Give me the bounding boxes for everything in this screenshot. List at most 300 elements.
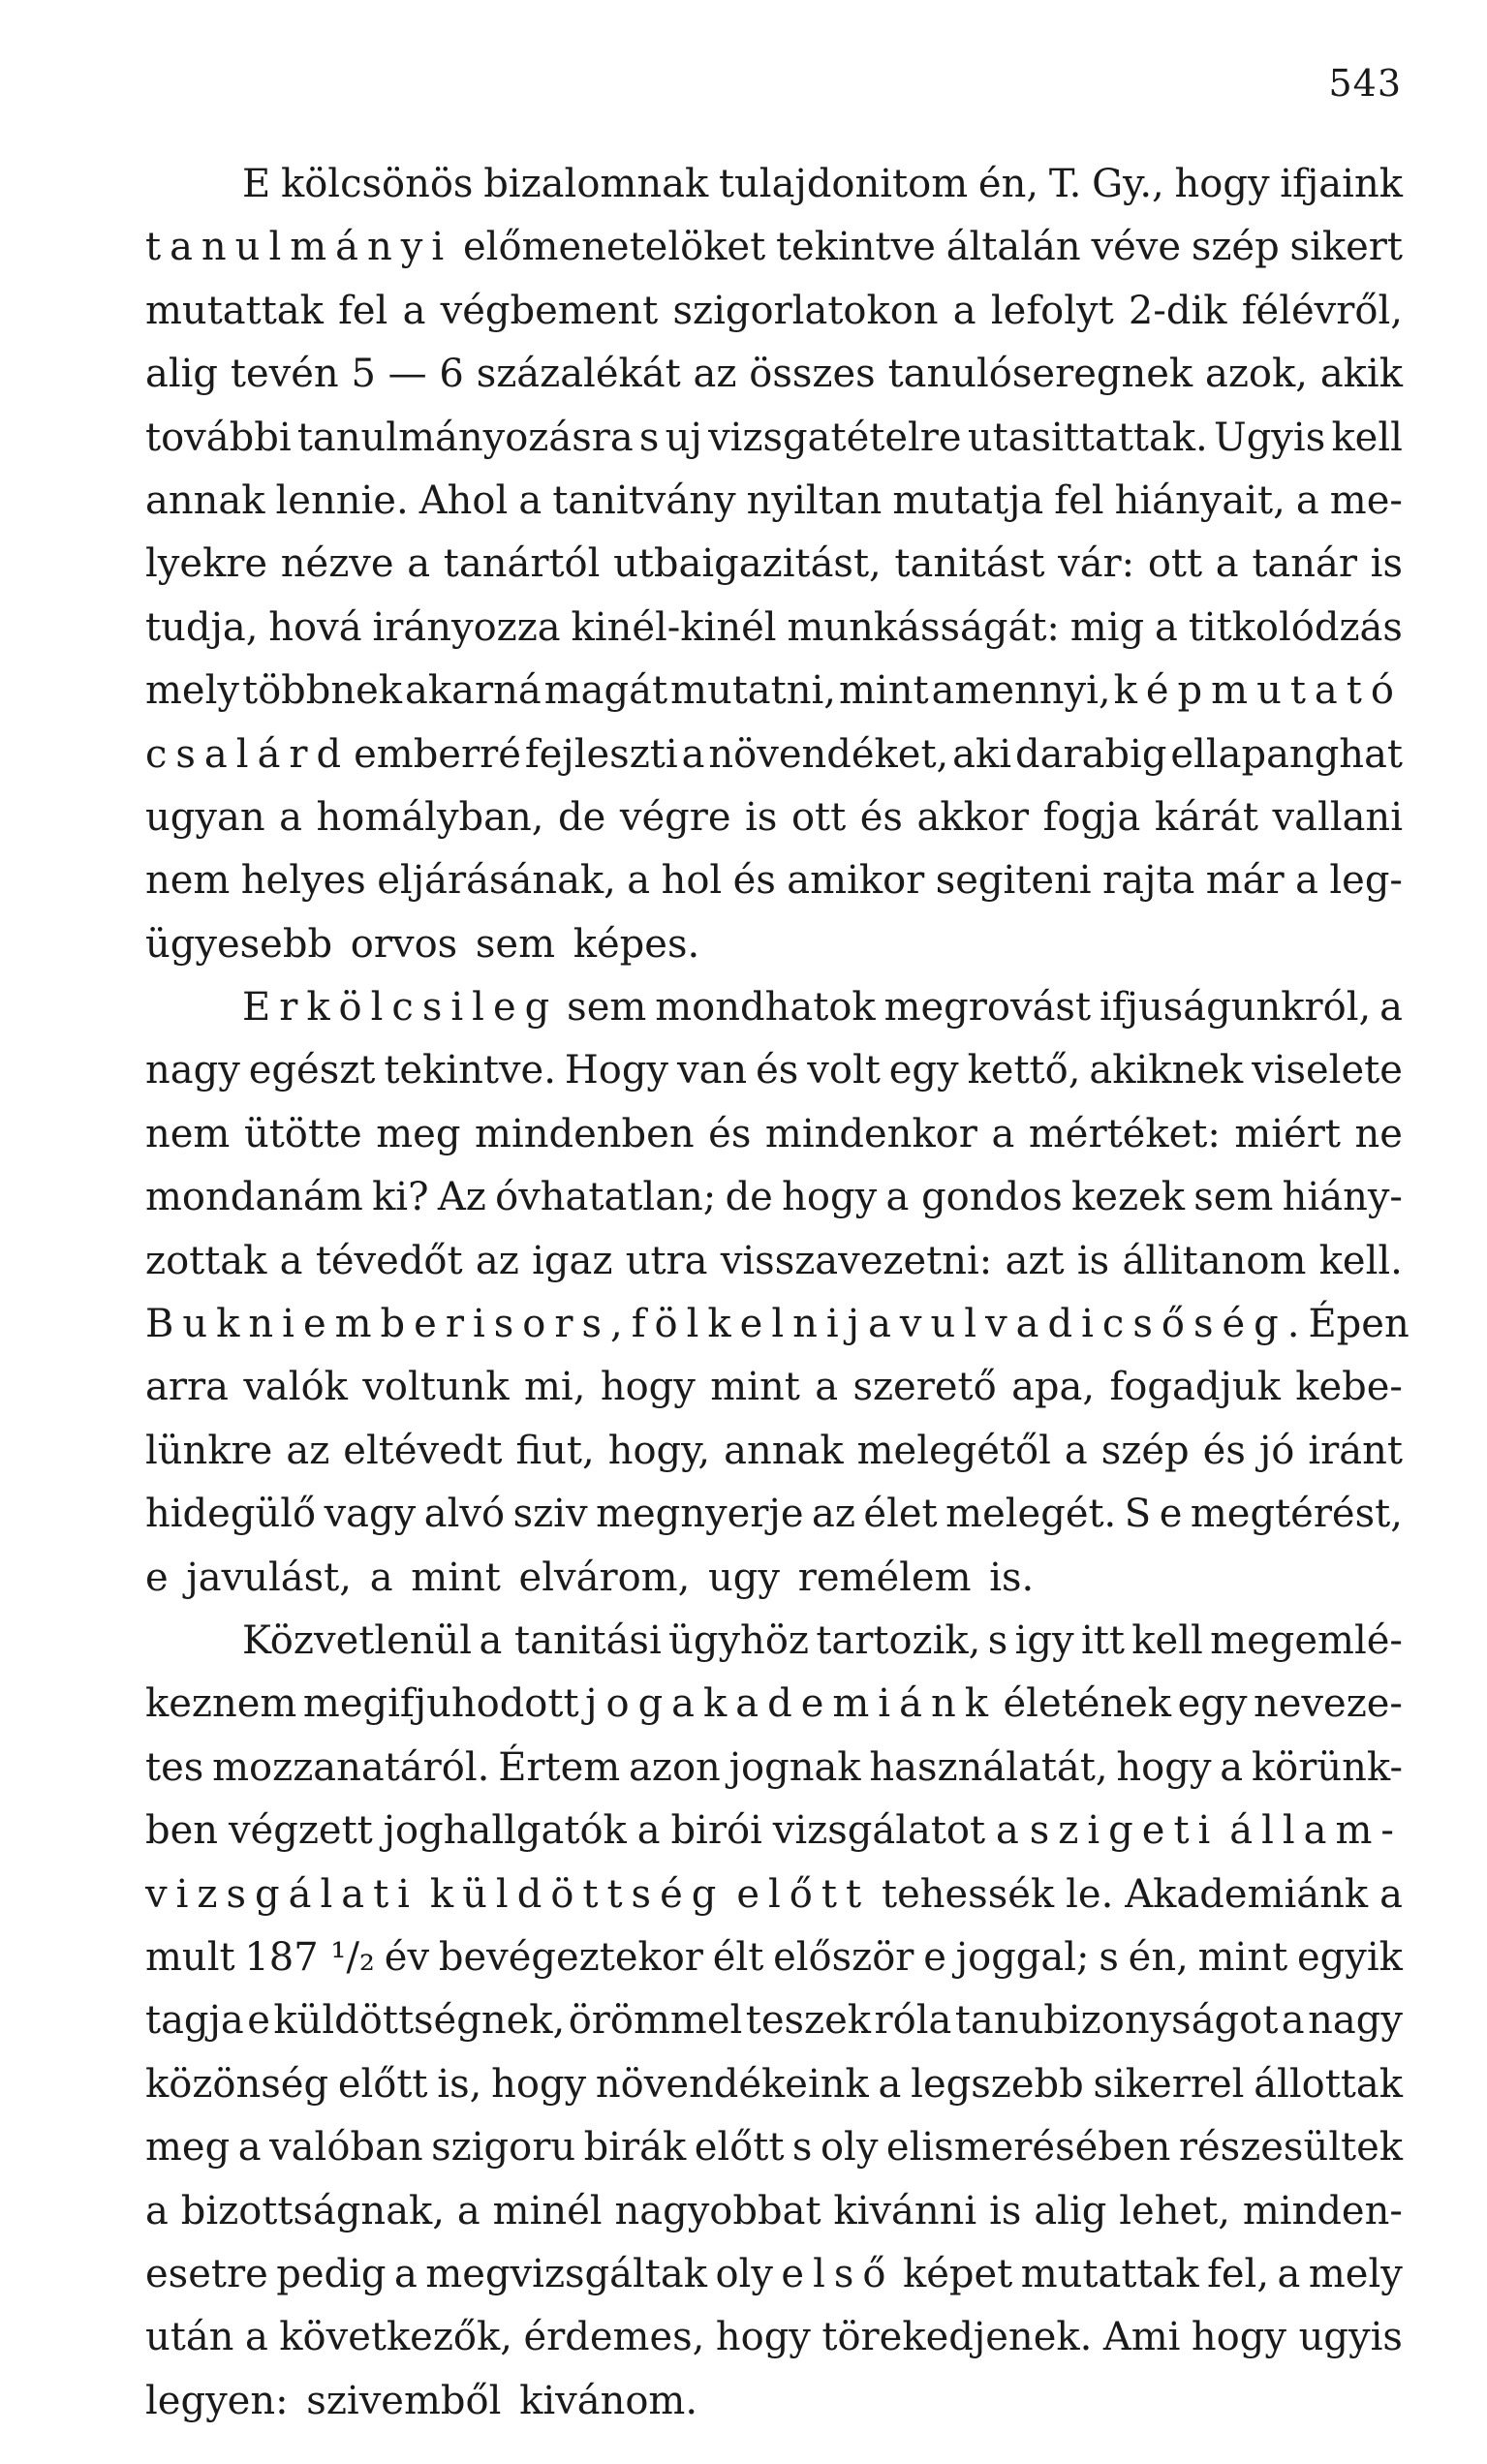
word: fel, <box>1207 2251 1270 2296</box>
word: tehessék <box>882 1871 1055 1917</box>
text-line <box>145 1926 1403 1989</box>
word: után <box>145 2315 234 2360</box>
spaced-emphasis-word: előtt <box>736 1871 871 1917</box>
word: lennie. <box>275 477 409 523</box>
word: ott <box>790 794 847 840</box>
word: igaz <box>532 1238 613 1283</box>
word: de <box>725 1175 773 1220</box>
word: S <box>1124 1492 1152 1537</box>
word: fejleszti <box>524 731 678 777</box>
word: a <box>636 1808 661 1854</box>
word: mozzanatáról. <box>212 1744 490 1790</box>
word: nem <box>145 858 231 904</box>
word: és <box>732 858 776 904</box>
word: kettő, <box>967 1048 1081 1093</box>
word: tanitást <box>894 541 1045 587</box>
text-line <box>145 849 1403 912</box>
word: ifjaink <box>1280 162 1403 206</box>
word: s <box>791 2125 813 2171</box>
word: eltévedt <box>343 1428 503 1473</box>
word: lehet, <box>1119 2188 1230 2233</box>
word: mint <box>839 668 929 714</box>
word: a gondos <box>885 1175 1063 1220</box>
text-line <box>145 1230 1403 1293</box>
text-line <box>145 1673 1403 1736</box>
word: megifjuhodott <box>302 1681 579 1727</box>
word: általán <box>945 225 1081 270</box>
spaced-emphasis-word: dicsőség. <box>1047 1302 1309 1347</box>
word: rajta <box>1102 858 1195 904</box>
word: visszavezetni: <box>720 1238 993 1283</box>
word: vagy <box>324 1492 417 1537</box>
word: valók <box>243 1365 348 1410</box>
word: magát <box>543 668 668 714</box>
text-line <box>145 407 1403 470</box>
word: mutatja <box>892 477 1044 523</box>
word: 187 ¹/₂ <box>244 1934 375 1980</box>
word: Épen <box>1308 1302 1410 1347</box>
word: a <box>394 2251 418 2296</box>
word: birói <box>670 1808 762 1854</box>
word: mondanám <box>145 1175 363 1220</box>
text-line <box>145 1800 1403 1863</box>
word: annak <box>724 1428 844 1473</box>
word: kezek <box>1071 1175 1185 1220</box>
word: remélem <box>797 1555 972 1600</box>
word: amikor <box>787 858 925 904</box>
word: sziv <box>512 1492 588 1537</box>
spaced-emphasis-word: vizsgálati <box>145 1871 418 1917</box>
word: itt <box>1080 1617 1125 1663</box>
spaced-emphasis-word: sors, <box>493 1302 632 1347</box>
word: Értem <box>498 1744 621 1790</box>
word: én, <box>977 162 1039 206</box>
word: oly <box>820 2125 879 2171</box>
word: küldöttségnek, <box>273 1998 566 2044</box>
word: tanubizonyságot <box>954 1998 1279 2044</box>
word: hogy <box>1116 1744 1212 1790</box>
word: a <box>1295 858 1318 904</box>
word: azt <box>1005 1238 1065 1283</box>
word: megnyerje <box>596 1492 804 1537</box>
word: is <box>745 794 778 840</box>
word: hogy <box>600 1365 696 1410</box>
text-line <box>145 1420 1403 1483</box>
word: melegétől <box>856 1428 1051 1473</box>
word: segiteni <box>935 858 1092 904</box>
word: fiut, <box>515 1428 595 1473</box>
word: minél <box>492 2188 603 2233</box>
word: kell <box>1131 1617 1203 1663</box>
word: állitanom <box>1122 1238 1307 1283</box>
word: nagy <box>145 1048 240 1093</box>
word: tanulmányozásra <box>296 415 634 460</box>
word: végzett <box>228 1808 373 1854</box>
word: fel <box>338 288 388 333</box>
word: kölcsönös <box>280 162 474 206</box>
word: a <box>681 731 705 777</box>
word: a tanitási <box>479 1617 662 1663</box>
word: ott <box>1147 541 1203 587</box>
word: mutattak <box>1020 2251 1199 2296</box>
word: végbement <box>440 288 659 333</box>
word: zottak <box>145 1238 267 1283</box>
word: tartozik, <box>816 1617 981 1663</box>
word: növendéket, <box>708 731 949 777</box>
word: tagja <box>145 1998 244 2044</box>
spaced-emphasis-word: csalárd <box>145 731 351 777</box>
word: szép <box>1100 1428 1190 1473</box>
word: utasittattak. <box>967 415 1208 460</box>
word: is <box>989 2188 1022 2233</box>
word: e <box>247 1998 270 2044</box>
word: a <box>244 2315 268 2360</box>
spaced-emphasis-word: állam- <box>1229 1808 1403 1854</box>
word: Az <box>437 1175 486 1220</box>
word: a <box>407 541 431 587</box>
word: apa, <box>1011 1365 1096 1410</box>
word: többnek <box>242 668 403 714</box>
word: is <box>1370 541 1403 587</box>
word: év <box>384 1934 430 1980</box>
word: ugyan <box>145 794 265 840</box>
text-line <box>145 1356 1403 1419</box>
word: legyen: <box>145 2378 289 2423</box>
word: minden- <box>1242 2188 1403 2233</box>
text-line <box>145 1483 1403 1546</box>
word: mult <box>145 1934 235 1980</box>
word: birák <box>583 2125 687 2171</box>
word: teszek <box>745 1998 872 2044</box>
word: az <box>693 352 737 397</box>
word: vár: <box>1058 541 1135 587</box>
word: növendékeink <box>595 2061 869 2107</box>
text-line <box>145 2180 1403 2243</box>
word: ütötte <box>243 1111 362 1156</box>
word: már <box>1205 858 1285 904</box>
word: vallani <box>1272 794 1403 840</box>
word: összes <box>749 352 876 397</box>
word: amennyi, <box>931 668 1111 714</box>
word: ügyesebb <box>145 921 333 967</box>
word: egy <box>1177 1681 1248 1727</box>
word: a <box>627 858 651 904</box>
word: a <box>369 1555 393 1600</box>
word: először <box>773 1934 914 1980</box>
word: is. <box>989 1555 1035 1600</box>
word: a <box>1064 1428 1088 1473</box>
word: Gy., <box>1092 162 1164 206</box>
word: én, <box>1128 1934 1189 1980</box>
word: óvhatatlan; <box>495 1175 717 1220</box>
word: képes. <box>573 921 700 967</box>
text-line <box>145 2306 1403 2369</box>
spaced-emphasis-word: tanulmányi <box>145 225 453 270</box>
word: pedig <box>276 2251 387 2296</box>
word: mutatni, <box>670 668 836 714</box>
word: életének <box>1003 1681 1172 1727</box>
text-line <box>145 153 1403 216</box>
word: fogadjuk <box>1109 1365 1281 1410</box>
word: keznem <box>145 1681 297 1727</box>
word: uj <box>665 415 702 460</box>
text-line <box>145 216 1403 279</box>
text-line <box>145 1293 1410 1356</box>
word: a <box>1295 477 1319 523</box>
word: közönség <box>145 2061 329 2107</box>
word: szigoru <box>431 2125 576 2171</box>
text-line <box>145 533 1403 596</box>
text-line <box>145 1166 1403 1229</box>
text-line <box>145 2243 1403 2306</box>
word: a <box>1220 1744 1244 1790</box>
word: állottak <box>1254 2061 1403 2107</box>
text-line <box>145 1039 1403 1102</box>
word: róla <box>874 1998 952 2044</box>
word: sem <box>1193 1175 1274 1220</box>
text-line <box>145 1610 1403 1673</box>
word: és <box>1202 1428 1246 1473</box>
word: élt <box>712 1934 764 1980</box>
word: ugy <box>708 1555 780 1600</box>
word: hiányait, <box>1114 477 1286 523</box>
text-line <box>145 786 1403 849</box>
text-line <box>145 1737 1403 1800</box>
word: hidegülő <box>145 1492 317 1537</box>
word: nézve <box>280 541 394 587</box>
word: a <box>996 1808 1019 1854</box>
word: homályban, <box>316 794 544 840</box>
body-text <box>145 153 1410 2433</box>
word: tanár <box>1252 541 1357 587</box>
text-line <box>145 343 1403 406</box>
word: ifjuságunkról, <box>1099 985 1372 1031</box>
word: fel <box>1054 477 1104 523</box>
word: s <box>638 415 660 460</box>
word: megtérést, <box>1190 1492 1403 1537</box>
word: részesültek <box>1178 2125 1403 2171</box>
word: előmenetelöket <box>462 225 766 270</box>
word: oly <box>715 2251 773 2296</box>
word: tanulóseregnek <box>887 352 1193 397</box>
word: vizsgatételre <box>708 415 962 460</box>
word: e <box>145 1555 169 1600</box>
word: az <box>812 1492 855 1537</box>
word: E <box>242 162 271 206</box>
word: ügyhöz <box>668 1617 809 1663</box>
word: titkolódzás <box>1188 604 1403 650</box>
word: meg <box>145 2125 231 2171</box>
word: neveze- <box>1253 1681 1403 1727</box>
word: sem <box>567 985 647 1031</box>
word: viselete <box>1252 1048 1403 1093</box>
word: emberré <box>354 731 521 777</box>
word: örömmel <box>568 1998 743 2044</box>
word: melegét. <box>945 1492 1117 1537</box>
word: megrovást <box>883 985 1092 1031</box>
word: hogy ugyis <box>1191 2315 1403 2360</box>
word: s <box>987 1617 1008 1663</box>
word: hol <box>661 858 723 904</box>
word: Közvetlenül <box>242 1617 473 1663</box>
word: vizsgálatot <box>772 1808 986 1854</box>
word: nyiltan <box>746 477 883 523</box>
text-line <box>145 1863 1403 1926</box>
word: a <box>402 288 426 333</box>
word: hogy, <box>607 1428 711 1473</box>
word: utbaigazitást, <box>613 541 882 587</box>
word: az <box>286 1428 330 1473</box>
word: s <box>1099 1934 1119 1980</box>
word: és <box>859 794 903 840</box>
word: aki <box>952 731 1012 777</box>
text-line <box>145 2370 1403 2433</box>
word: 2-dik <box>1128 288 1227 333</box>
text-line <box>145 1103 1403 1166</box>
word: a <box>237 2125 262 2171</box>
word: hogy <box>782 1175 878 1220</box>
word: Ahol <box>418 477 509 523</box>
word: nagy <box>1308 1998 1403 2044</box>
word: ellapanghat <box>1170 731 1403 777</box>
text-line <box>145 1989 1403 2052</box>
word: megemlé- <box>1210 1617 1403 1663</box>
word: elvárom, <box>518 1555 691 1600</box>
word: azon <box>629 1744 721 1790</box>
word: meg <box>376 1111 461 1156</box>
word: és <box>708 1111 752 1156</box>
word: is, <box>437 2061 482 2107</box>
word: jognak <box>728 1744 861 1790</box>
spaced-emphasis-word: Erkölcsileg <box>242 985 559 1031</box>
word: joggal; <box>955 1934 1090 1980</box>
word: kinél-kinél <box>571 604 777 650</box>
word: mint <box>1197 1934 1288 1980</box>
word: kárát <box>1154 794 1258 840</box>
word: ki? <box>372 1175 429 1220</box>
text-line <box>145 976 1403 1039</box>
word: kell. <box>1318 1238 1403 1283</box>
word: tévedőt <box>315 1238 463 1283</box>
word: hogy <box>715 2315 811 2360</box>
word: következők, <box>279 2315 512 2360</box>
text-line <box>145 660 1403 723</box>
word: javulást, <box>186 1555 352 1600</box>
word: és <box>756 1048 799 1093</box>
word: 5 — 6 <box>351 352 464 397</box>
text-line <box>145 597 1403 660</box>
word: a <box>1154 604 1178 650</box>
word: helyes <box>240 858 366 904</box>
word: volt <box>807 1048 881 1093</box>
word: tanártól <box>443 541 601 587</box>
word: Akademiánk <box>1125 1871 1369 1917</box>
word: előtt <box>337 2061 428 2107</box>
word: valóban <box>269 2125 423 2171</box>
word: a <box>1281 1998 1305 2044</box>
word: mely <box>145 668 239 714</box>
word: sikert <box>1289 225 1403 270</box>
word: a <box>145 2188 169 2233</box>
word: hová <box>268 604 362 650</box>
word: a <box>815 1365 839 1410</box>
word: alvó <box>423 1492 506 1537</box>
word: az <box>475 1238 519 1283</box>
word: kivánni <box>833 2188 977 2233</box>
word: sikerrel <box>1093 2061 1245 2107</box>
word: tevén <box>230 352 339 397</box>
word: legszebb <box>911 2061 1084 2107</box>
word: Ugyis <box>1213 415 1326 460</box>
word: bizottságnak, <box>180 2188 445 2233</box>
word: mint <box>710 1365 800 1410</box>
word: voltunk <box>362 1365 510 1410</box>
spaced-emphasis-word: első <box>781 2251 895 2296</box>
word: élet <box>863 1492 938 1537</box>
word: orvos <box>350 921 458 967</box>
word: szigorlatokon <box>672 288 939 333</box>
text-line <box>145 2116 1403 2179</box>
word: mutattak <box>145 288 324 333</box>
word: e <box>923 1934 946 1980</box>
word: a <box>878 2061 902 2107</box>
word: irányozza <box>372 604 561 650</box>
word: megvizsgáltak <box>425 2251 707 2296</box>
word: alig <box>145 352 219 397</box>
word: van <box>676 1048 748 1093</box>
word: a <box>1277 2251 1301 2296</box>
word: tulajdonitom <box>718 162 969 206</box>
word: lefolyt <box>990 288 1114 333</box>
word: bevégeztekor <box>438 1934 703 1980</box>
page-number: 543 <box>1328 62 1402 105</box>
spaced-emphasis-word: küldöttség <box>429 1871 726 1917</box>
word: me- <box>1329 477 1403 523</box>
word: mely <box>1308 2251 1403 2296</box>
word: miért <box>1234 1111 1341 1156</box>
word: iránt <box>1308 1428 1403 1473</box>
word: utra <box>625 1238 708 1283</box>
word: joghallgatók <box>383 1808 627 1854</box>
word: tanitvány <box>552 477 736 523</box>
word: félévről, <box>1241 288 1403 333</box>
word: egyik <box>1296 1934 1403 1980</box>
word: nagyobbat <box>614 2188 821 2233</box>
word: előtt <box>694 2125 785 2171</box>
word: is <box>1076 1238 1110 1283</box>
word: a <box>279 1238 303 1283</box>
word: nem <box>145 1111 231 1156</box>
word: lyekre <box>145 541 268 587</box>
word: a <box>1379 985 1403 1031</box>
word: tes <box>145 1744 204 1790</box>
text-line <box>145 913 1403 976</box>
word: egy <box>888 1048 959 1093</box>
word: a <box>279 794 302 840</box>
word: mig <box>1069 604 1145 650</box>
word: fogja <box>1042 794 1141 840</box>
word: hogy <box>491 2061 587 2107</box>
spaced-emphasis-word: képmutató <box>1113 668 1403 714</box>
word: tudja, <box>145 604 259 650</box>
word: a <box>518 477 542 523</box>
spaced-emphasis-word: jogakademiánk <box>585 1681 997 1727</box>
spaced-emphasis-word: fölkelni <box>631 1302 848 1347</box>
word: kell <box>1331 415 1403 460</box>
text-line <box>145 1547 1403 1610</box>
word: de <box>558 794 606 840</box>
word: eljárásának, <box>377 858 616 904</box>
